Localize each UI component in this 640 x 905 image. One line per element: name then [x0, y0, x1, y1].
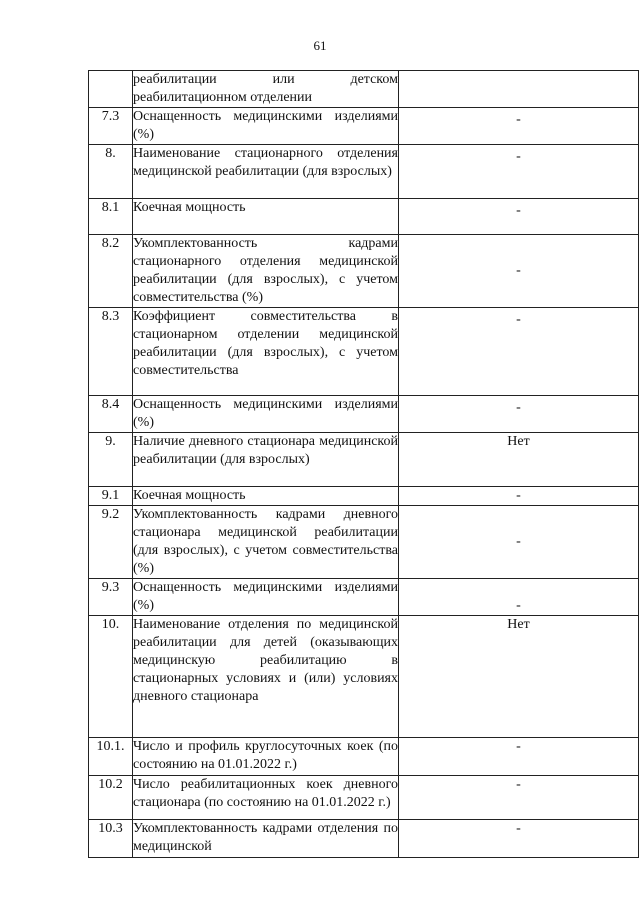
row-value: -	[399, 308, 639, 396]
row-description: Укомплектованность кадрами стационарного отделения медицинской реабилитации (для взрослых), с учетом совместительства (%)	[133, 235, 399, 308]
table-row	[89, 235, 639, 308]
table-row	[89, 616, 639, 738]
row-number: 9.2	[89, 506, 133, 579]
row-number: 9.	[89, 433, 133, 487]
table-row	[89, 396, 639, 433]
row-number: 8.1	[89, 199, 133, 235]
row-value: -	[399, 506, 639, 579]
row-value: -	[399, 776, 639, 820]
table-row	[89, 71, 639, 108]
table-row	[89, 487, 639, 506]
row-description: Коэффициент совместительства в стационарном отделении медицинской реабилитации (для взрослых), с учетом совместительства	[133, 308, 399, 396]
row-number: 8.2	[89, 235, 133, 308]
row-value: -	[399, 738, 639, 776]
row-value: -	[399, 235, 639, 308]
row-value: -	[399, 579, 639, 616]
row-description: Коечная мощность	[133, 487, 399, 506]
row-description: Оснащенность медицинскими изделиями (%)	[133, 396, 399, 433]
row-description: Наличие дневного стационара медицинской реабилитации (для взрослых)	[133, 433, 399, 487]
row-number: 7.3	[89, 108, 133, 145]
row-number: 8.	[89, 145, 133, 199]
row-description: Число и профиль круглосуточных коек (по состоянию на 01.01.2022 г.)	[133, 738, 399, 776]
row-number: 10.3	[89, 820, 133, 858]
table-row	[89, 145, 639, 199]
row-description: Наименование стационарного отделения медицинской реабилитации (для взрослых)	[133, 145, 399, 199]
row-description: Оснащенность медицинскими изделиями (%)	[133, 579, 399, 616]
row-number: 10.1.	[89, 738, 133, 776]
table-row	[89, 738, 639, 776]
row-description: Наименование отделения по медицинской реабилитации для детей (оказывающих медицинскую реабилитацию в стационарных условиях и (или) условиях дневного стационара	[133, 616, 399, 738]
row-description: реабилитации или детском реабилитационном отделении	[133, 71, 399, 108]
row-number: 10.2	[89, 776, 133, 820]
row-value: Нет	[399, 616, 639, 738]
page-number: 61	[313, 38, 327, 53]
row-number: 9.1	[89, 487, 133, 506]
row-description: Оснащенность медицинскими изделиями (%)	[133, 108, 399, 145]
row-number: 9.3	[89, 579, 133, 616]
table-row	[89, 308, 639, 396]
row-number: 10.	[89, 616, 133, 738]
row-value	[399, 71, 639, 108]
row-description: Укомплектованность кадрами отделения по медицинской	[133, 820, 399, 858]
row-value: -	[399, 108, 639, 145]
row-description: Число реабилитационных коек дневного стационара (по состоянию на 01.01.2022 г.)	[133, 776, 399, 820]
table-row	[89, 579, 639, 616]
table-row	[89, 108, 639, 145]
row-number	[89, 71, 133, 108]
row-value: -	[399, 396, 639, 433]
row-value: Нет	[399, 433, 639, 487]
row-description: Коечная мощность	[133, 199, 399, 235]
row-value: -	[399, 487, 639, 506]
table-row	[89, 506, 639, 579]
row-number: 8.4	[89, 396, 133, 433]
table-row	[89, 776, 639, 820]
row-value: -	[399, 199, 639, 235]
row-number: 8.3	[89, 308, 133, 396]
indicator-table	[88, 70, 639, 858]
table-row	[89, 433, 639, 487]
table-row	[89, 199, 639, 235]
row-value: -	[399, 145, 639, 199]
row-description: Укомплектованность кадрами дневного стационара медицинской реабилитации (для взрослых), с учетом совместительства (%)	[133, 506, 399, 579]
table-row	[89, 820, 639, 858]
row-value: -	[399, 820, 639, 858]
